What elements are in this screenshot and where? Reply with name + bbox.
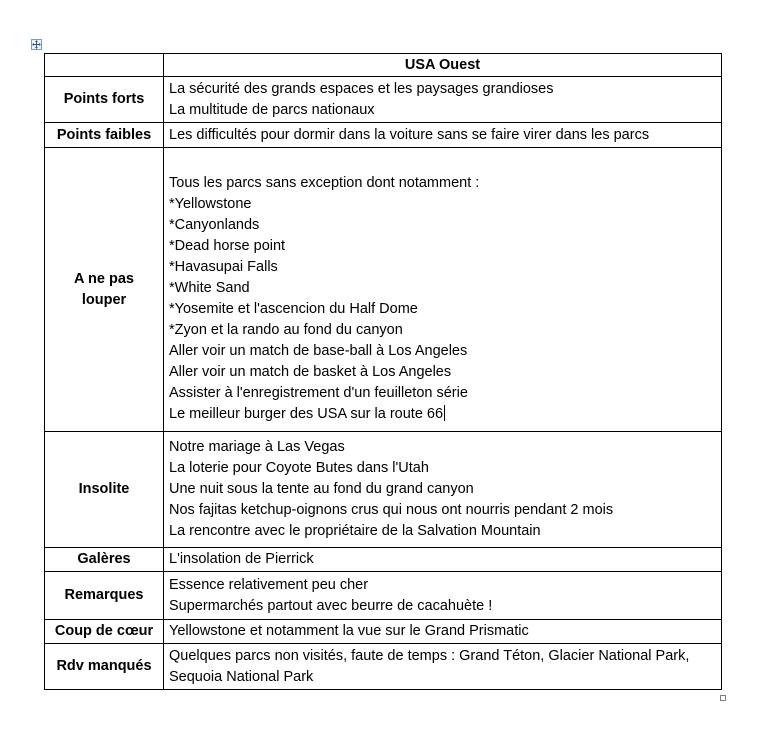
row-content[interactable]	[164, 644, 722, 690]
content-line: Yellowstone et notamment la vue sur le Grand Prismatic	[169, 623, 529, 639]
content-line: Le meilleur burger des USA sur la route 66	[169, 406, 444, 422]
table-row-insolite	[45, 432, 722, 548]
row-label[interactable]	[45, 148, 164, 432]
table-row-points-faibles	[45, 123, 722, 148]
header-empty-cell[interactable]	[45, 54, 164, 77]
row-content[interactable]	[164, 572, 722, 620]
content-line: *Yellowstone	[169, 196, 252, 212]
content-line: *Havasupai Falls	[169, 259, 278, 275]
table-move-handle-icon[interactable]	[31, 39, 42, 50]
content-line: Assister à l'enregistrement d'un feuilleton série	[169, 385, 468, 401]
content-line: Les difficultés pour dormir dans la voiture sans se faire virer dans les parcs	[169, 126, 650, 143]
content-line: Quelques parcs non visités, faute de temps : Grand Téton, Glacier National Park, Sequoia National Park	[169, 647, 690, 685]
move-arrows-icon	[32, 40, 41, 49]
empty-paragraph	[169, 152, 716, 173]
content-line: Notre mariage à Las Vegas	[169, 439, 345, 455]
table-row-a-ne-pas-louper	[45, 148, 722, 432]
content-line: Une nuit sous la tente au fond du grand canyon	[169, 481, 474, 497]
table-header-title[interactable]: USA Ouest	[164, 54, 722, 77]
content-line: La sécurité des grands espaces et les paysages grandioses	[169, 80, 554, 97]
row-label-text: Galères	[77, 551, 131, 567]
row-label[interactable]	[45, 123, 164, 148]
table-row-points-forts	[45, 77, 722, 123]
row-content[interactable]	[164, 432, 722, 548]
row-label[interactable]	[45, 77, 164, 123]
content-line: Tous les parcs sans exception dont notamment :	[169, 175, 480, 191]
content-line-with-caret	[169, 404, 716, 425]
text-cursor	[444, 405, 445, 421]
row-label-text: Insolite	[78, 481, 130, 497]
content-line: La rencontre avec le propriétaire de la Salvation Mountain	[169, 523, 541, 539]
row-content[interactable]	[164, 620, 722, 644]
row-content[interactable]	[164, 148, 722, 432]
row-label-text: louper	[81, 291, 127, 308]
row-label-text: Points forts	[63, 91, 145, 107]
row-content[interactable]	[164, 77, 722, 123]
content-line: Essence relativement peu cher	[169, 576, 369, 593]
row-label-text: Remarques	[64, 587, 144, 603]
row-label[interactable]	[45, 644, 164, 690]
content-line: Aller voir un match de base-ball à Los Angeles	[169, 343, 468, 359]
row-content[interactable]	[164, 548, 722, 572]
table-row-rdv-manques	[45, 644, 722, 690]
row-label-text: Rdv manqués	[56, 658, 152, 674]
row-label[interactable]	[45, 572, 164, 620]
content-line: Supermarchés partout avec beurre de cacahuète !	[169, 597, 493, 614]
row-label-text: A ne pas	[74, 270, 134, 287]
summary-table	[44, 53, 722, 690]
row-content[interactable]	[164, 123, 722, 148]
row-label[interactable]	[45, 432, 164, 548]
content-line: Aller voir un match de basket à Los Angeles	[169, 364, 452, 380]
table-resize-handle-icon[interactable]	[720, 695, 726, 701]
table-row-coup-de-coeur	[45, 620, 722, 644]
row-label-text: Coup de cœur	[54, 623, 154, 639]
content-line: *Canyonlands	[169, 217, 260, 233]
content-line: *White Sand	[169, 280, 250, 296]
content-line: *Yosemite et l'ascencion du Half Dome	[169, 301, 418, 317]
content-line: L'insolation de Pierrick	[169, 551, 314, 567]
content-line: *Zyon et la rando au fond du canyon	[169, 322, 403, 338]
content-line: *Dead horse point	[169, 238, 286, 254]
table-row-remarques	[45, 572, 722, 620]
row-label[interactable]	[45, 548, 164, 572]
table-row-galeres	[45, 548, 722, 572]
content-line: La loterie pour Coyote Butes dans l'Utah	[169, 460, 429, 476]
row-label[interactable]	[45, 620, 164, 644]
row-label-text: Points faibles	[56, 126, 152, 143]
table-header-row	[45, 54, 722, 77]
content-line: La multitude de parcs nationaux	[169, 101, 375, 118]
content-line: Nos fajitas ketchup-oignons crus qui nous ont nourris pendant 2 mois	[169, 502, 614, 518]
